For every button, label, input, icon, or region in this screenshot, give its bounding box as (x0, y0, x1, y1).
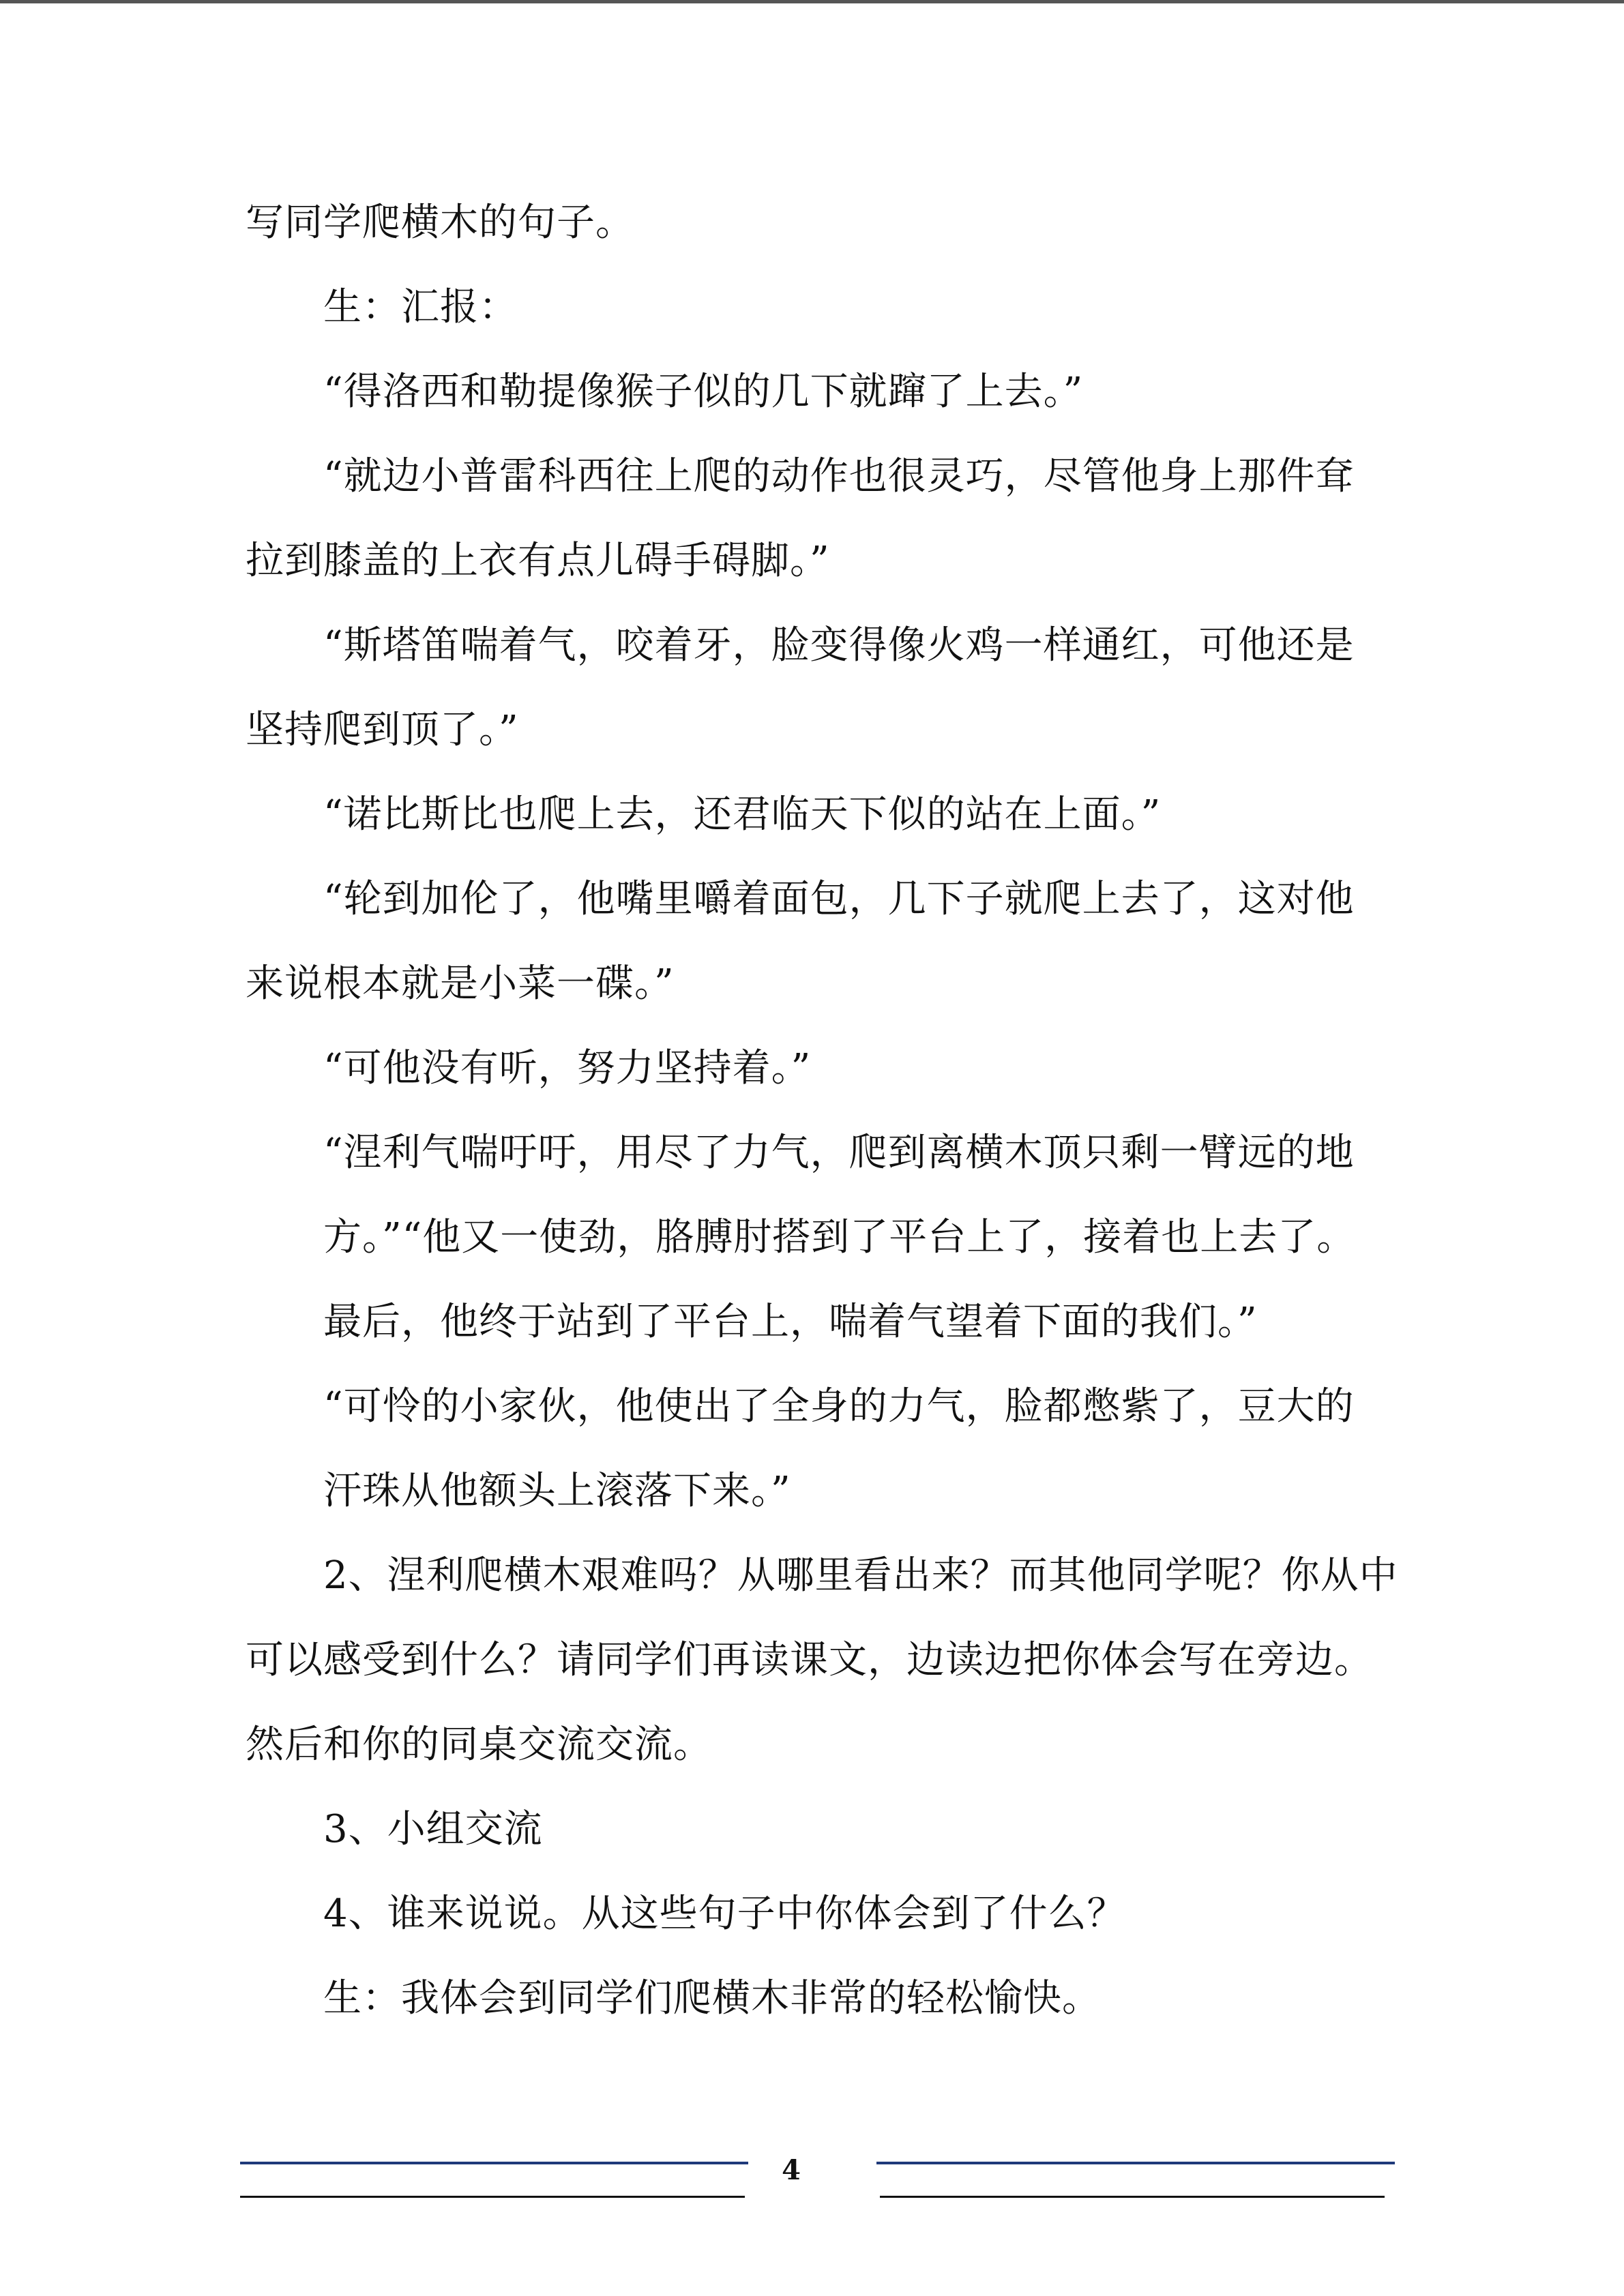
text-line: “可怜的小家伙，他使出了全身的力气，脸都憋紫了，豆大的 (323, 1384, 1355, 1429)
text-line: “轮到加伦了，他嘴里嚼着面包，几下子就爬上去了，这对他 (323, 877, 1355, 921)
footer-rule-left-black (240, 2196, 745, 2198)
footer-rule-right-black (880, 2196, 1385, 2198)
text-line: 生：汇报： (323, 285, 518, 329)
text-line: 2、涅利爬横木艰难吗？从哪里看出来？而其他同学呢？你从中 (323, 1553, 1398, 1598)
text-line: “可他没有听，努力坚持着。” (323, 1046, 812, 1090)
text-line: 4、谁来说说。从这些句子中你体会到了什么？ (323, 1892, 1126, 1936)
text-line: 可以感受到什么？请同学们再读课文，边读边把你体会写在旁边。 (246, 1638, 1373, 1682)
text-line: “诺比斯比也爬上去，还君临天下似的站在上面。” (323, 792, 1162, 837)
text-line: 3、小组交流 (323, 1807, 543, 1851)
text-line: “涅利气喘吁吁，用尽了力气，爬到离横木顶只剩一臂远的地 (323, 1131, 1355, 1175)
text-line: 然后和你的同桌交流交流。 (246, 1723, 712, 1767)
text-line: “斯塔笛喘着气，咬着牙，脸变得像火鸡一样通红，可他还是 (323, 623, 1355, 668)
text-line: 坚持爬到顶了。” (246, 708, 519, 752)
text-line: 来说根本就是小菜一碟。” (246, 961, 675, 1006)
footer-rule-left-blue (240, 2162, 748, 2164)
text-line: 最后，他终于站到了平台上，喘着气望着下面的我们。” (323, 1300, 1258, 1344)
text-line: “就边小普雷科西往上爬的动作也很灵巧，尽管他身上那件耷 (323, 454, 1355, 498)
page-footer (0, 2148, 1624, 2209)
text-line: 方。”“他又一使劲，胳膊肘搭到了平台上了，接着也上去了。 (323, 1215, 1356, 1259)
text-line: 写同学爬横木的句子。 (246, 200, 634, 245)
footer-rule-right-blue (876, 2162, 1395, 2164)
page-number: 4 (782, 2154, 801, 2186)
text-line: 生：我体会到同学们爬横木非常的轻松愉快。 (323, 1976, 1101, 2021)
text-line: 汗珠从他额头上滚落下来。” (323, 1469, 791, 1513)
text-line: “得洛西和勒提像猴子似的几下就蹿了上去。” (323, 370, 1084, 414)
text-line: 拉到膝盖的上衣有点儿碍手碍脚。” (246, 539, 830, 583)
